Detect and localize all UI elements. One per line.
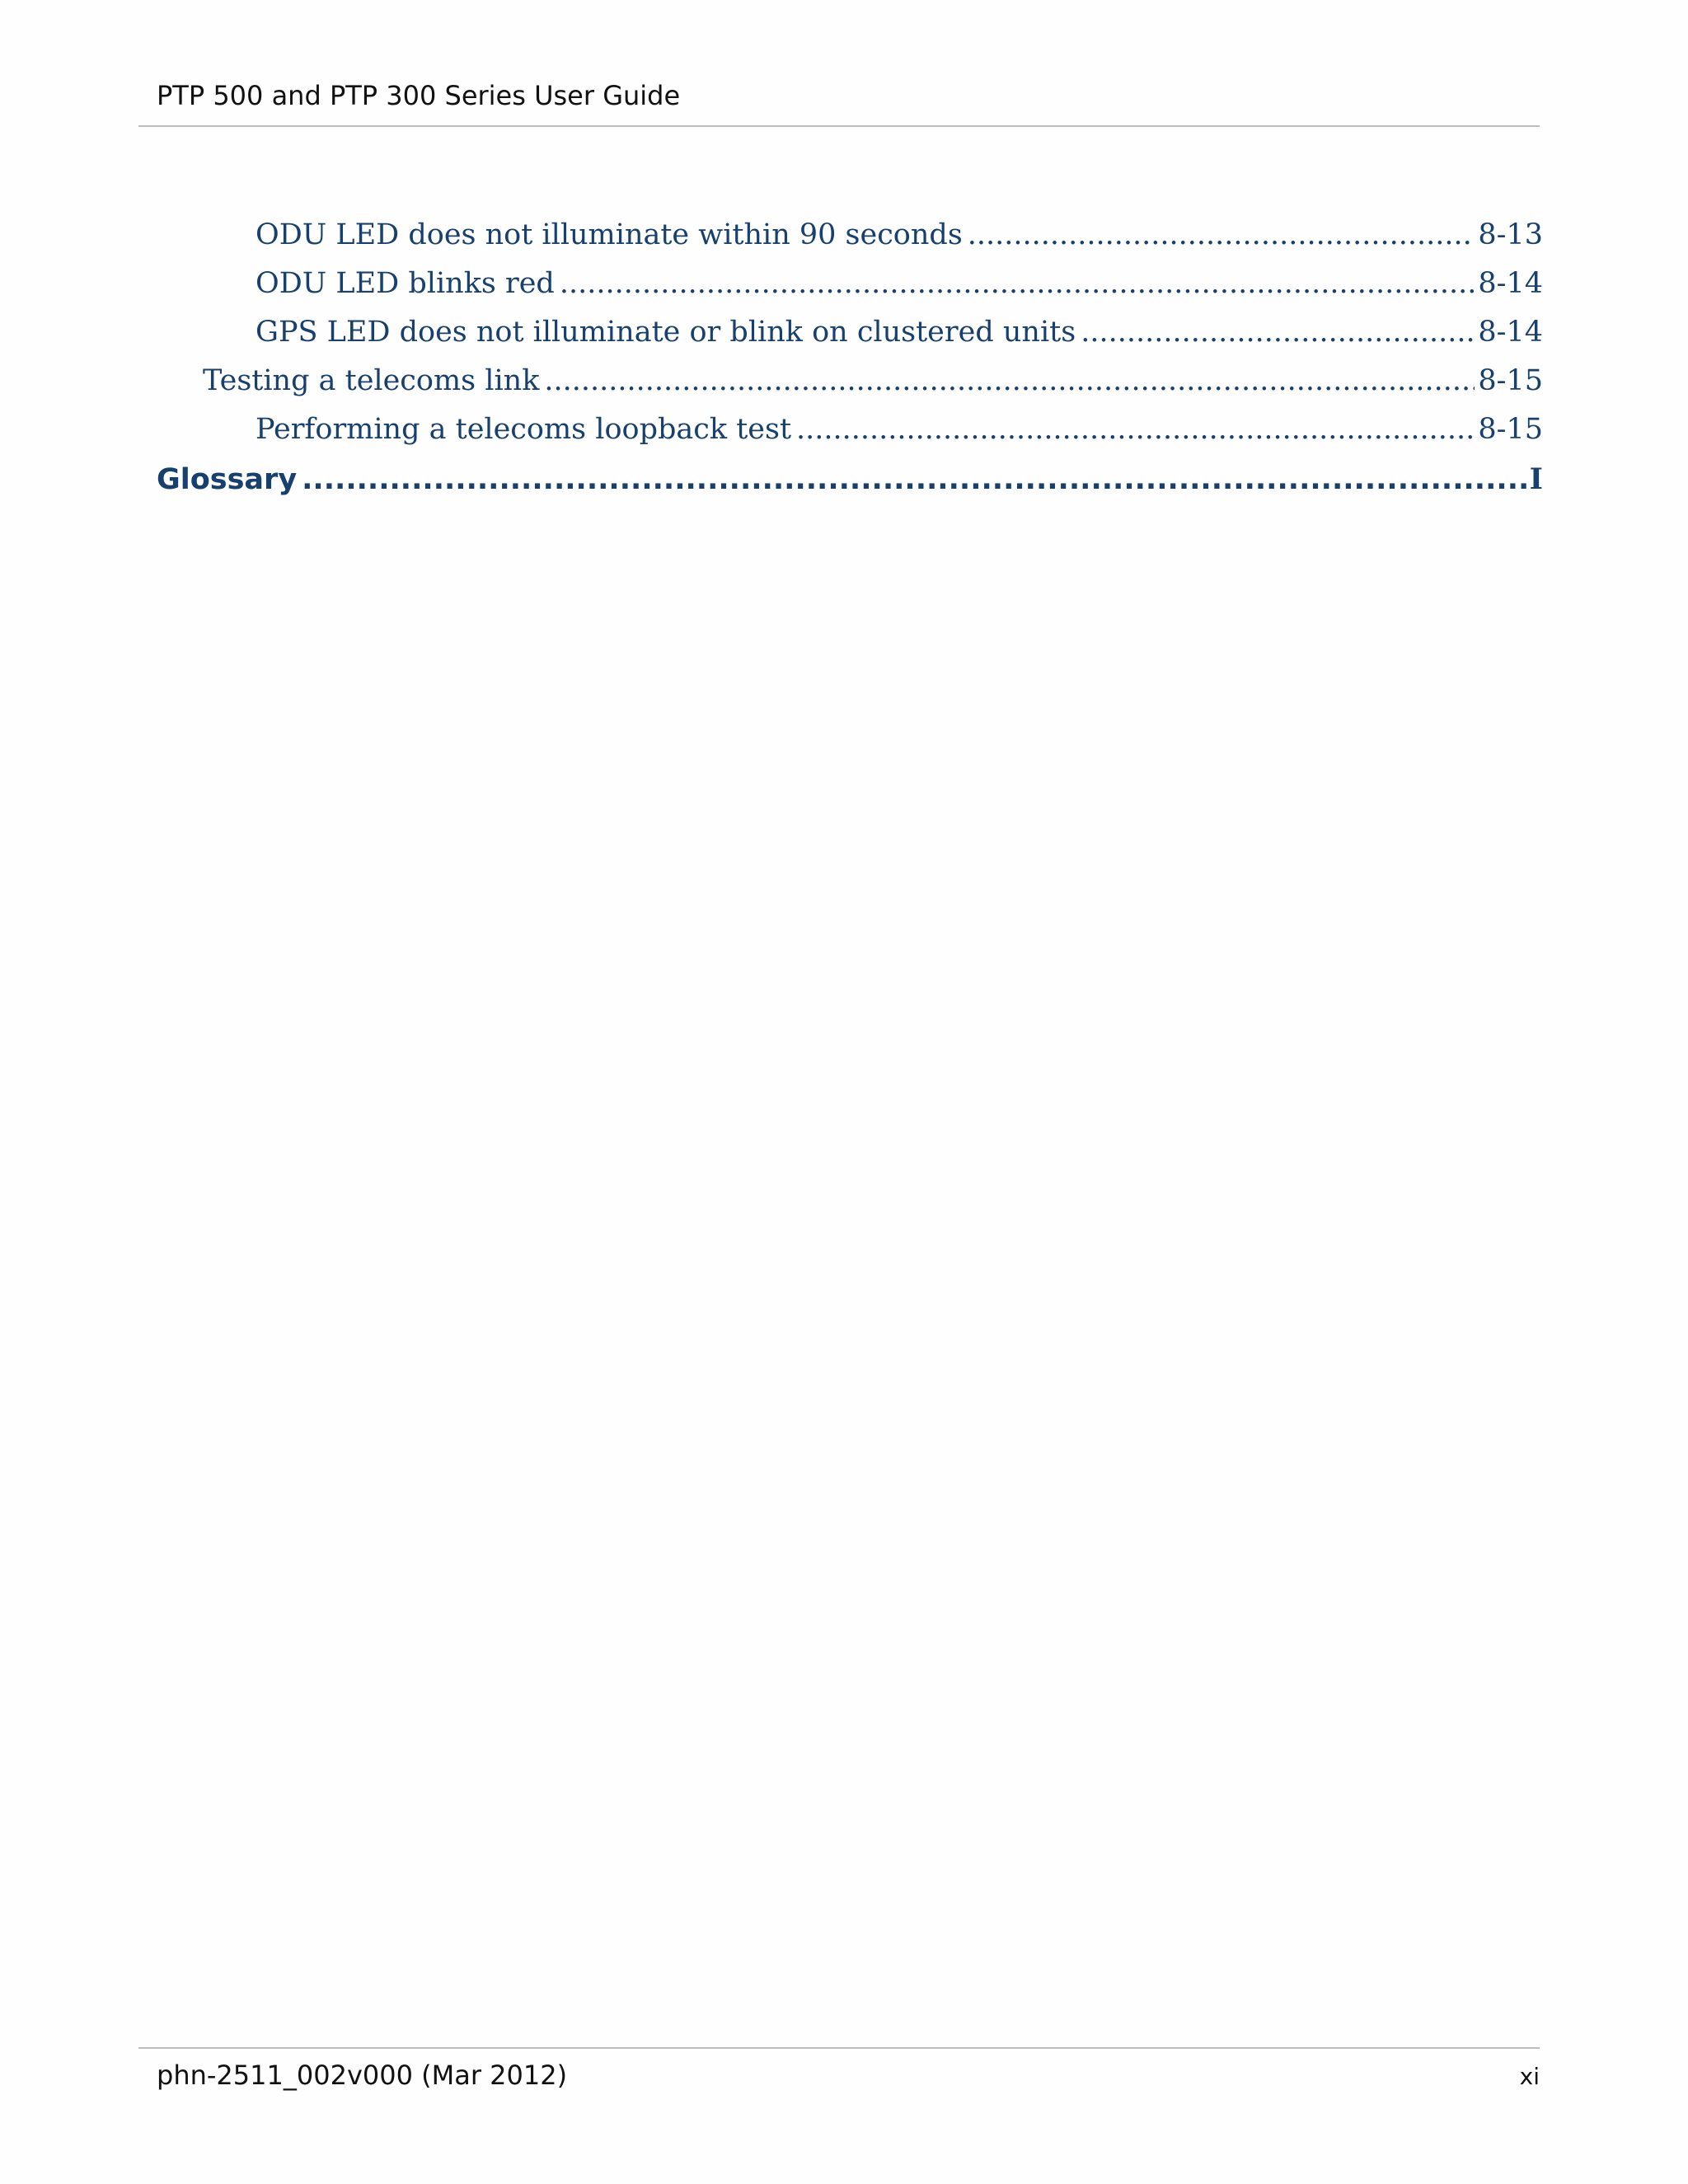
toc-entry[interactable] (256, 312, 1543, 353)
toc-dot-leader (968, 214, 1475, 255)
running-header: PTP 500 and PTP 300 Series User Guide (157, 80, 681, 111)
header-divider (138, 125, 1540, 127)
document-id: phn-2511_002v000 (Mar 2012) (157, 2060, 568, 2091)
toc-entry-label: Testing a telecoms link (203, 364, 540, 397)
toc-entry-page: 8-13 (1478, 218, 1543, 251)
toc-dot-leader (796, 409, 1475, 450)
page-number: xi (1519, 2063, 1540, 2090)
toc-entry[interactable] (203, 360, 1543, 401)
toc-entry-label: Glossary (157, 463, 298, 496)
toc-entry[interactable] (256, 263, 1543, 304)
toc-entry-page: 8-14 (1478, 267, 1543, 300)
toc-entry-page: 8-15 (1478, 413, 1543, 446)
toc-entry-label: Performing a telecoms loopback test (256, 413, 792, 446)
toc-entry-page: I (1529, 462, 1543, 496)
toc-entry-label: GPS LED does not illuminate or blink on clustered units (256, 316, 1076, 349)
toc-entry[interactable] (157, 458, 1543, 501)
toc-dot-leader (560, 263, 1475, 304)
toc-entry[interactable] (256, 214, 1543, 255)
toc-entry-page: 8-14 (1478, 316, 1543, 349)
toc-dot-leader (544, 360, 1475, 401)
toc-dot-leader (1081, 312, 1475, 353)
toc-dot-leader (302, 458, 1526, 501)
toc-entry-page: 8-15 (1478, 364, 1543, 397)
toc-entry-label: ODU LED blinks red (256, 267, 555, 300)
toc-entry[interactable] (256, 409, 1543, 450)
footer-divider (138, 2047, 1540, 2049)
toc-entry-label: ODU LED does not illuminate within 90 seconds (256, 218, 963, 251)
